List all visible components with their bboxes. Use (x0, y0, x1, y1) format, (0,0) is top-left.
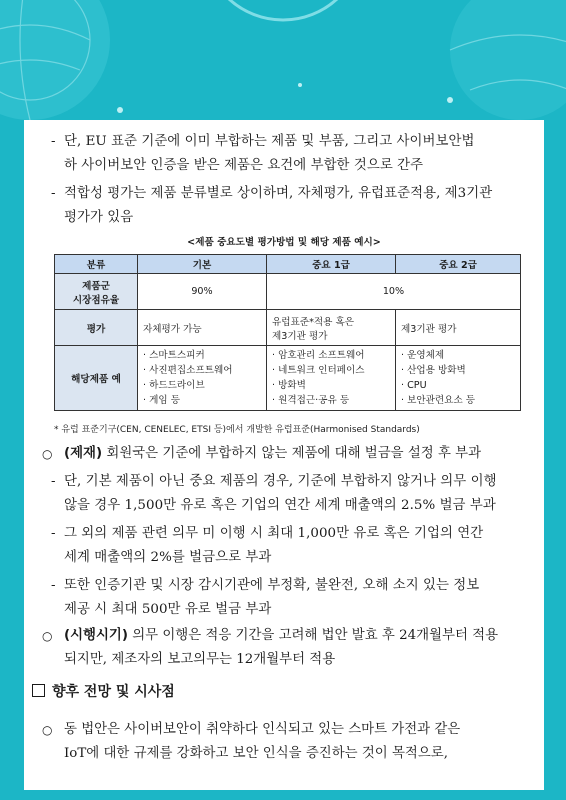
globe-circle-left (0, 0, 110, 120)
paragraph-effective-date: ○ (시행시기) 의무 이행은 적응 기간을 고려해 법안 발효 후 24개월부터 적용 되지만, 제조자의 보고의무는 12개월부터 적용 (42, 628, 499, 667)
bullet-penalty-important: - 단, 기본 제품이 아닌 중요 제품의 경우, 기준에 부합하지 않거나 의무 이행 않을 경우 1,500만 유로 혹은 기업의 연간 세계 매출액의 2.5% 벌금 부과 (51, 474, 497, 513)
cell-products-basic (138, 346, 267, 411)
list-item: · 네트워크 인터페이스 (272, 363, 390, 378)
bullet-penalty-other: - 그 외의 제품 관련 의무 미 이행 시 최대 1,000만 유로 혹은 기업의 연간 세계 매출액의 2%를 벌금으로 부과 (51, 526, 484, 565)
list-item: · CPU (401, 378, 515, 393)
list-item: · 운영체제 (401, 348, 515, 363)
cell-eval-class1: 유럽표준*적용 혹은 제3기관 평가 (267, 310, 396, 346)
table-caption: <제품 중요도별 평가방법 및 해당 제품 예시> (187, 237, 381, 248)
cell-products-class2 (396, 346, 521, 411)
list-item: · 보안관련요소 등 (401, 393, 515, 408)
table-footnote: * 유럽 표준기구(CEN, CENELEC, ETSI 등)에서 개발한 유럽표준(Harmonised Standards) (54, 425, 420, 435)
header-class1: 중요 1급 (267, 255, 396, 274)
bullet-penalty-misinformation: - 또한 인증기관 및 시장 감시기관에 부정확, 불완전, 오해 소지 있는 정보 제공 시 최대 500만 유로 벌금 부과 (51, 578, 480, 617)
list-item: · 스마트스피커 (143, 348, 261, 363)
cell-eval-class2: 제3기관 평가 (396, 310, 521, 346)
paragraph-penalty: ○ (제재) 회원국은 기준에 부합하지 않는 제품에 대해 벌금을 설정 후 부과 (42, 446, 482, 461)
row-header-evaluation: 평가 (55, 310, 138, 346)
cell-share-basic: 90% (138, 274, 267, 310)
table-row-evaluation (55, 310, 521, 346)
list-item: · 원격접근·공유 등 (272, 393, 390, 408)
row-header-products: 해당제품 예 (55, 346, 138, 411)
list-item: · 게임 등 (143, 393, 261, 408)
paragraph-outlook: ○ 동 법안은 사이버보안이 취약하다 인식되고 있는 스마트 가전과 같은 IoT에 대한 규제를 강화하고 보안 인식을 증진하는 것이 목적으로, (42, 722, 461, 761)
cell-products-class1 (267, 346, 396, 411)
list-item: · 암호관리 소프트웨어 (272, 348, 390, 363)
bullet-exemption: - 단, EU 표준 기준에 이미 부합하는 제품 및 부품, 그리고 사이버보안법 하 사이버보안 인증을 받은 제품은 요건에 부합한 것으로 간주 (51, 134, 475, 173)
section-heading: 향후 전망 및 시사점 (32, 680, 175, 704)
bullet-conformity-assessment: - 적합성 평가는 제품 분류별로 상이하며, 자체평가, 유럽표준적용, 제3기관 평가가 있음 (51, 186, 493, 225)
list-item: · 방화벽 (272, 378, 390, 393)
list-item: · 사진편집소프트웨어 (143, 363, 261, 378)
arc-decoration (203, 0, 363, 20)
globe-circle-right (450, 0, 566, 120)
document-page (24, 120, 544, 790)
table-row-market-share (55, 274, 521, 310)
header-basic: 기본 (138, 255, 267, 274)
header-category: 분류 (55, 255, 138, 274)
square-bullet-icon (32, 684, 45, 697)
cell-eval-basic: 자체평가 가능 (138, 310, 267, 346)
list-item: · 산업용 방화벽 (401, 363, 515, 378)
table-header-row (55, 255, 521, 274)
product-grade-table (54, 254, 521, 411)
cell-share-important: 10% (267, 274, 521, 310)
table-row-products (55, 346, 521, 411)
row-header-market-share: 제품군 시장점유율 (55, 274, 138, 310)
header-class2: 중요 2급 (396, 255, 521, 274)
list-item: · 하드드라이브 (143, 378, 261, 393)
